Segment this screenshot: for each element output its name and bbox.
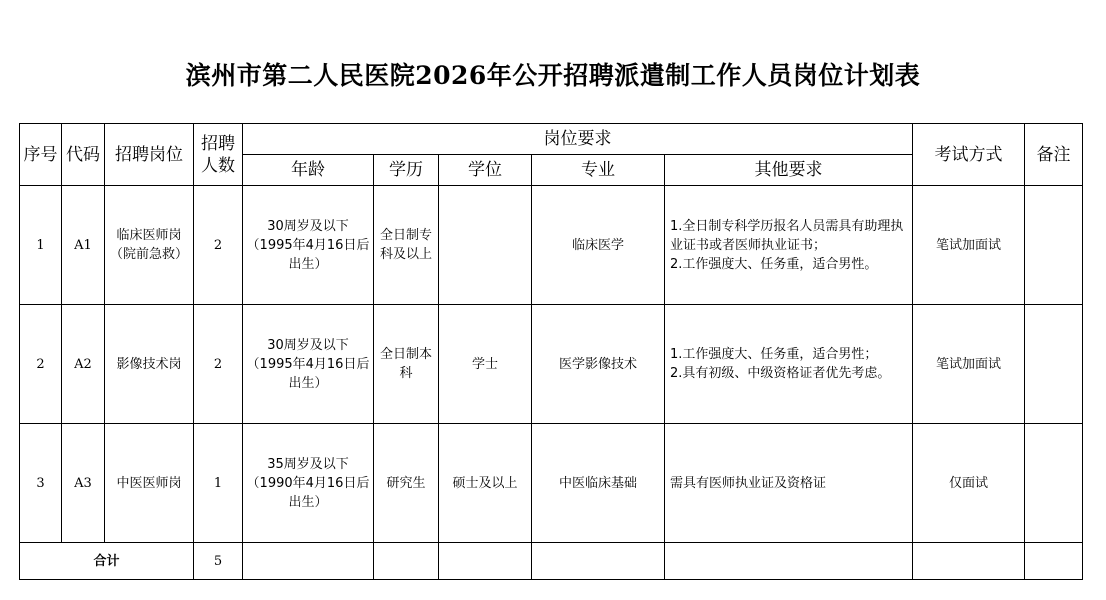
header-age: 年龄 [243,155,374,186]
cell-count: 1 [194,424,243,543]
header-requirements: 岗位要求 [243,124,913,155]
cell-other [665,186,913,305]
cell-degree: 硕士及以上 [439,424,532,543]
header-education: 学历 [374,155,439,186]
page-title: 滨州市第二人民医院2026年公开招聘派遣制工作人员岗位计划表 [185,61,921,90]
header-code: 代码 [62,124,105,186]
total-empty-cell [374,543,439,580]
cell-position: 中医医师岗 [105,424,194,543]
table-row [20,424,1083,543]
cell-position: 影像技术岗 [105,305,194,424]
cell-education: 研究生 [374,424,439,543]
cell-other [665,305,913,424]
other-line-2: 2.工作强度大、任务重，适合男性。 [670,256,878,272]
cell-exam: 笔试加面试 [913,186,1025,305]
cell-code: A3 [62,424,105,543]
cell-seq: 2 [20,305,62,424]
cell-age: 30周岁及以下（1995年4月16日后出生） [243,186,374,305]
cell-age: 30周岁及以下（1995年4月16日后出生） [243,305,374,424]
total-empty-cell [665,543,913,580]
cell-count: 2 [194,186,243,305]
total-empty-cell [439,543,532,580]
cell-remark [1025,305,1083,424]
total-empty-cell [532,543,665,580]
cell-degree [439,186,532,305]
total-count: 5 [194,543,243,580]
other-line-1: 1.工作强度大、任务重，适合男性； [670,347,878,362]
cell-major: 临床医学 [532,186,665,305]
cell-exam: 笔试加面试 [913,305,1025,424]
total-label: 合计 [20,543,194,580]
header-degree: 学位 [439,155,532,186]
header-position: 招聘岗位 [105,124,194,186]
total-empty-cell [1025,543,1083,580]
header-count: 招聘人数 [194,124,243,186]
cell-seq: 1 [20,186,62,305]
total-empty-cell [913,543,1025,580]
header-remark: 备注 [1025,124,1083,186]
cell-position: 临床医师岗（院前急救） [105,186,194,305]
header-seq: 序号 [20,124,62,186]
cell-major: 医学影像技术 [532,305,665,424]
total-empty-cell [243,543,374,580]
other-line-1: 需具有医师执业证及资格证 [670,475,827,491]
cell-exam: 仅面试 [913,424,1025,543]
cell-remark [1025,186,1083,305]
total-row [20,543,1083,580]
other-line-1: 1.全日制专科学历报名人员需具有助理执业证书或者医师执业证书； [670,218,904,253]
header-exam: 考试方式 [913,124,1025,186]
cell-code: A2 [62,305,105,424]
cell-remark [1025,424,1083,543]
cell-count: 2 [194,305,243,424]
cell-code: A1 [62,186,105,305]
cell-degree: 学士 [439,305,532,424]
recruitment-plan-table [19,123,1083,580]
header-major: 专业 [532,155,665,186]
cell-education: 全日制专科及以上 [374,186,439,305]
cell-major: 中医临床基础 [532,424,665,543]
cell-age: 35周岁及以下（1990年4月16日后出生） [243,424,374,543]
cell-seq: 3 [20,424,62,543]
header-other: 其他要求 [665,155,913,186]
cell-other [665,424,913,543]
other-line-2: 2.具有初级、中级资格证者优先考虑。 [670,366,891,381]
table-row [20,186,1083,305]
table-row [20,305,1083,424]
cell-education: 全日制本科 [374,305,439,424]
